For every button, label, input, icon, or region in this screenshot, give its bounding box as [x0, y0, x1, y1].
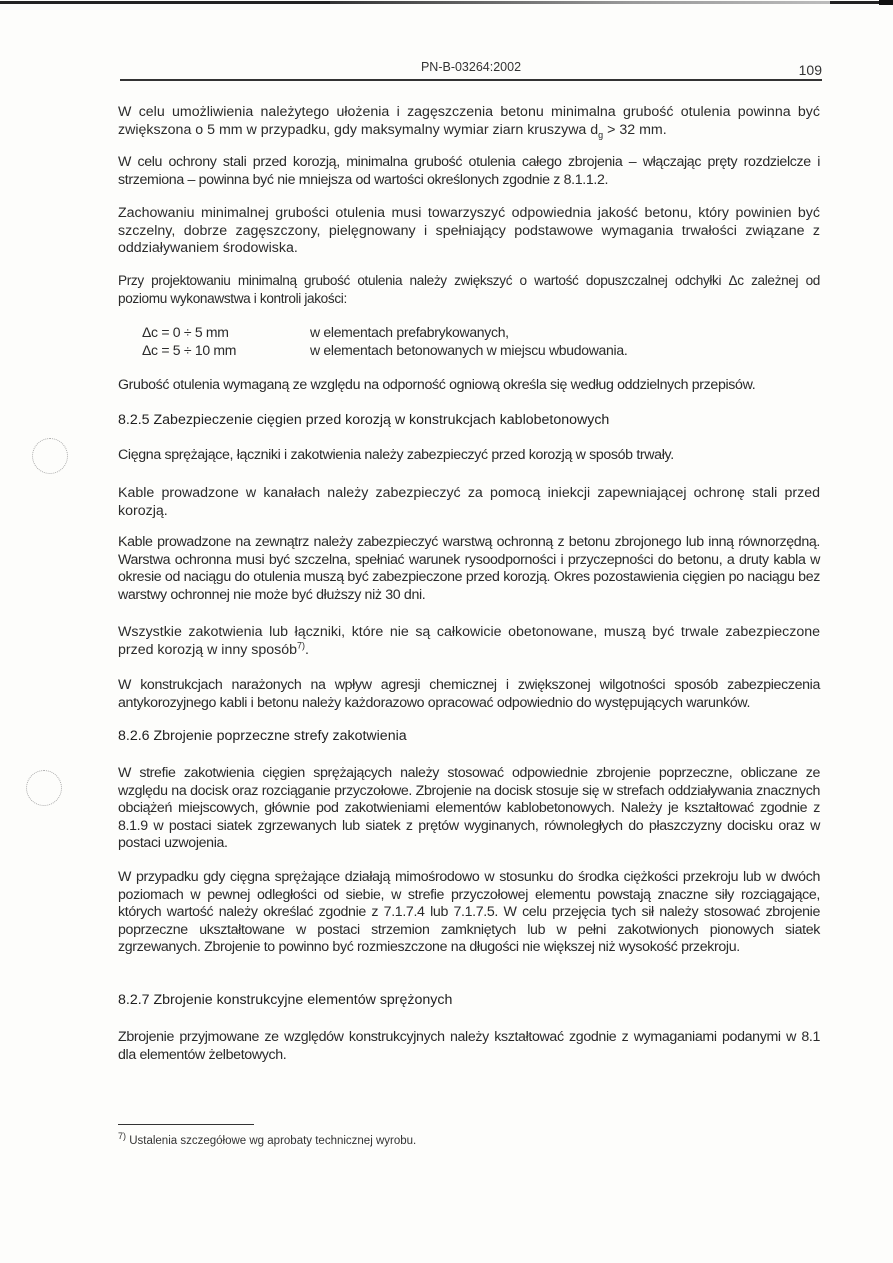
- page-number: 109: [798, 62, 822, 78]
- paragraph: [118, 624, 820, 659]
- paragraph: Grubość otulenia wymaganą ze względu na odporność ogniową określa się według oddzielnych przepisów.: [118, 377, 756, 393]
- scan-corner-mark: [879, 0, 893, 5]
- paragraph-text: W celu umożliwienia należytego ułożenia i zagęszczenia betonu minimalna grubość otulenia powinna być zwiększona o 5 mm w przypadku, gdy maksymalny wymiar ziarn kruszywa d: [118, 104, 820, 138]
- tolerance-row: [142, 324, 509, 340]
- footnote: [118, 1131, 417, 1147]
- tolerance-value: Δc = 5 ÷ 10 mm: [142, 342, 237, 358]
- paragraph-text: > 32 mm.: [603, 121, 667, 138]
- page-header: [120, 60, 822, 80]
- section-heading-8-2-7: 8.2.7 Zbrojenie konstrukcyjne elementów sprężonych: [118, 992, 453, 1008]
- paragraph: W celu ochrony stali przed korozją, minimalna grubość otulenia całego zbrojenia – włączając pręty rozdzielcze i strzemiona – powinna być nie mniejsza od wartości określonych zgodnie z 8.1.1.2.: [118, 154, 820, 188]
- paragraph-text: .: [305, 641, 309, 658]
- punch-hole-mark: [32, 438, 68, 474]
- section-heading-8-2-5: 8.2.5 Zabezpieczenie cięgien przed korozją w konstrukcjach kablobetonowych: [118, 412, 610, 428]
- tolerance-row: [142, 342, 627, 358]
- footnote-rule: [118, 1124, 254, 1125]
- section-heading-8-2-6: 8.2.6 Zbrojenie poprzeczne strefy zakotwienia: [118, 728, 407, 744]
- tolerance-description: w elementach prefabrykowanych,: [310, 324, 509, 340]
- subscript: g: [598, 129, 604, 140]
- header-rule: [120, 79, 822, 81]
- tolerance-value: Δc = 0 ÷ 5 mm: [142, 324, 229, 340]
- punch-hole-mark: [26, 770, 62, 806]
- paragraph: Kable prowadzone na zewnątrz należy zabezpieczyć warstwą ochronną z betonu zbrojonego lub inną równorzędną. Warstwa ochronna musi być szczelna, spełniać warunek rysoodporności i przyczepności do betonu, a druty kabla w okresie od naciągu do otulenia muszą być zabezpieczone przed korozją. Okres pozostawienia cięgien po naciągu bez warstwy ochronnej nie może być dłuższy niż 30 dni.: [118, 534, 820, 603]
- paragraph: Cięgna sprężające, łączniki i zakotwienia należy zabezpieczyć przed korozją w sposób trwały.: [118, 447, 674, 463]
- paragraph: [118, 104, 820, 139]
- paragraph: Kable prowadzone w kanałach należy zabezpieczyć za pomocą iniekcji zapewniającej ochronę stali przed korozją.: [118, 485, 820, 519]
- footnote-marker: 7): [118, 1131, 127, 1142]
- paragraph: Zachowaniu minimalnej grubości otulenia musi towarzyszyć odpowiednia jakość betonu, który powinien być szczelny, dobrze zagęszczony, pielęgnowany i spełniający podstawowe wymagania trwałości związane z oddziaływaniem środowiska.: [118, 205, 820, 256]
- paragraph: Przy projektowaniu minimalną grubość otulenia należy zwiększyć o wartość dopuszczalnej odchyłki Δc zależnej od poziomu wykonawstwa i kontroli jakości:: [118, 273, 820, 306]
- standard-number: PN-B-03264:2002: [420, 60, 522, 74]
- scan-top-edge-fade: [330, 1, 830, 4]
- footnote-reference[interactable]: 7): [297, 639, 306, 650]
- paragraph: W konstrukcjach narażonych na wpływ agresji chemicznej i zwiększonej wilgotności sposób zabezpieczenia antykorozyjnego kabli i betonu należy każdorazowo opracować odpowiednio do występujących warunków.: [118, 677, 820, 711]
- tolerance-description: w elementach betonowanych w miejscu wbudowania.: [310, 342, 628, 358]
- paragraph: W strefie zakotwienia cięgien sprężających należy stosować odpowiednie zbrojenie poprzeczne, obliczane ze względu na docisk oraz rozciąganie przyczołowe. Zbrojenie na docisk stosuje się w strefach oddziaływania znacznych obciążeń miejscowych, głównie pod zakotwieniami elementów kablobetonowych. Należy je kształtować zgodnie z 8.1.9 w postaci siatek zgrzewanych lub siatek z prętów wyginanych, równoległych do płaszczyzny docisku oraz w postaci uzwojenia.: [118, 765, 820, 851]
- footnote-text: Ustalenia szczegółowe wg aprobaty technicznej wyrobu.: [126, 1135, 417, 1147]
- paragraph-text: Wszystkie zakotwienia lub łączniki, które nie są całkowicie obetonowane, muszą być trwale zabezpieczone przed korozją w inny sposób: [118, 624, 820, 658]
- paragraph: Zbrojenie przyjmowane ze względów konstrukcyjnych należy kształtować zgodnie z wymaganiami podanymi w 8.1 dla elementów żelbetowych.: [118, 1029, 820, 1063]
- paragraph: W przypadku gdy cięgna sprężające działają mimośrodowo w stosunku do środka ciężkości przekroju lub w dwóch poziomach w pewnej odległości od siebie, w strefie przyczołowej elementu powstają znaczne siły rozciągające, których wartość należy określać zgodnie z 7.1.7.4 lub 7.1.7.5. W celu przejęcia tych sił należy stosować zbrojenie poprzeczne ukształtowane w postaci strzemion zamkniętych lub w pełni zakotwionych pionowych siatek zgrzewanych. Zbrojenie to powinno być rozmieszczone na długości nie większej niż wysokość przekroju.: [118, 869, 820, 955]
